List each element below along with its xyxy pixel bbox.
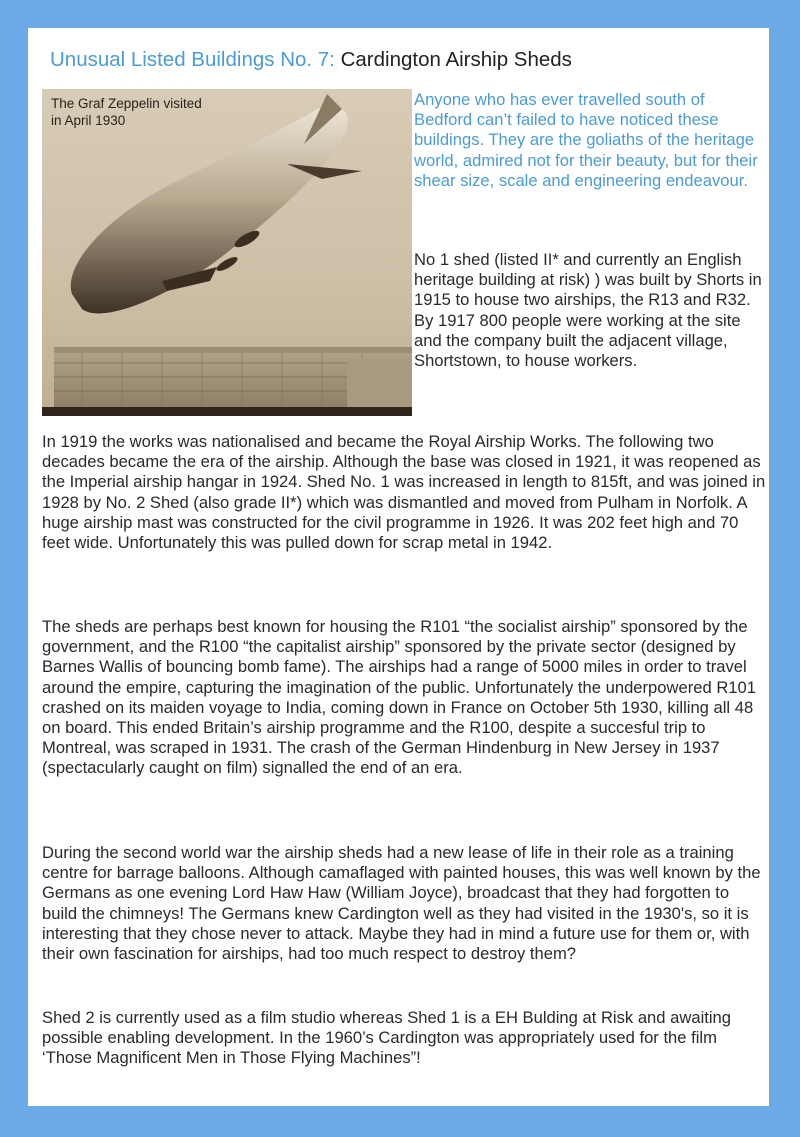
body-paragraph: No 1 shed (listed II* and currently an English heritage building at risk) ) was built by Shorts in 1915 to house two airships, the R13 and R32. By 1917 800 people were working at the site and the company built the adjacent village, Shortstown, to house workers. [414, 250, 762, 371]
body-paragraph: The sheds are perhaps best known for housing the R101 “the socialist airship” sponsored by the government, and the R100 “the capitalist airship” sponsored by the private sector (designed by Barnes Wallis of bouncing bomb fame). The airships had a range of 5000 miles in order to travel around the empire, capturing the imagination of the public. Unfortunately the underpowered R101 crashed on its maiden voyage to India, coming down in France on October 5th 1930, killing all 48 on board. This ended Britain’s airship programme and the R100, despite a succesful trip to Montreal, was scraped in 1931. The crash of the German Hindenburg in New Jersey in 1937 (spectacularly caught on film) signalled the end of an era. [42, 617, 756, 778]
page [28, 28, 769, 1106]
title-subject: Cardington Airship Sheds [340, 48, 572, 71]
intro-paragraph: Anyone who has ever travelled south of Bedford can’t failed to have noticed these buildings. They are the goliaths of the heritage world, admired not for their beauty, but for their shear size, scale and engineering endeavour. [414, 90, 758, 190]
body-paragraph: In 1919 the works was nationalised and became the Royal Airship Works. The following two decades became the era of the airship. Although the base was closed in 1921, it was reopened as the Imperial airship hangar in 1924. Shed No. 1 was increased in length to 815ft, and was joined in 1928 by No. 2 Shed (also grade II*) which was dismantled and moved from Pulham in Norfolk. A huge airship mast was constructed for the civil programme in 1926. It was 202 feet high and 70 feet wide. Unfortunately this was pulled down for scrap metal in 1942. [42, 432, 766, 553]
photo-caption: The Graf Zeppelin visited in April 1930 [51, 96, 202, 128]
body-paragraph: During the second world war the airship sheds had a new lease of life in their role as a training centre for barrage balloons. Although camaflaged with painted houses, this was well known by the Germans as one evening Lord Haw Haw (William Joyce), broadcast that they had forgotten to build the chimneys! The Germans knew Cardington well as they had visited in the 1930's, so it is interesting that they chose never to attack. Maybe they had in mind a future use for them or, with their own fascination for airships, had too much respect to destroy them? [42, 843, 761, 964]
body-paragraph: Shed 2 is currently used as a film studio whereas Shed 1 is a EH Bulding at Risk and awaiting possible enabling development. In the 1960’s Cardington was appropriately used for the film ‘Those Magnificent Men in Those Flying Machines”! [42, 1008, 732, 1068]
zeppelin-photo-image [42, 89, 412, 416]
page-title [50, 48, 572, 72]
zeppelin-photo [42, 89, 412, 416]
title-series: Unusual Listed Buildings No. 7: [50, 48, 335, 71]
